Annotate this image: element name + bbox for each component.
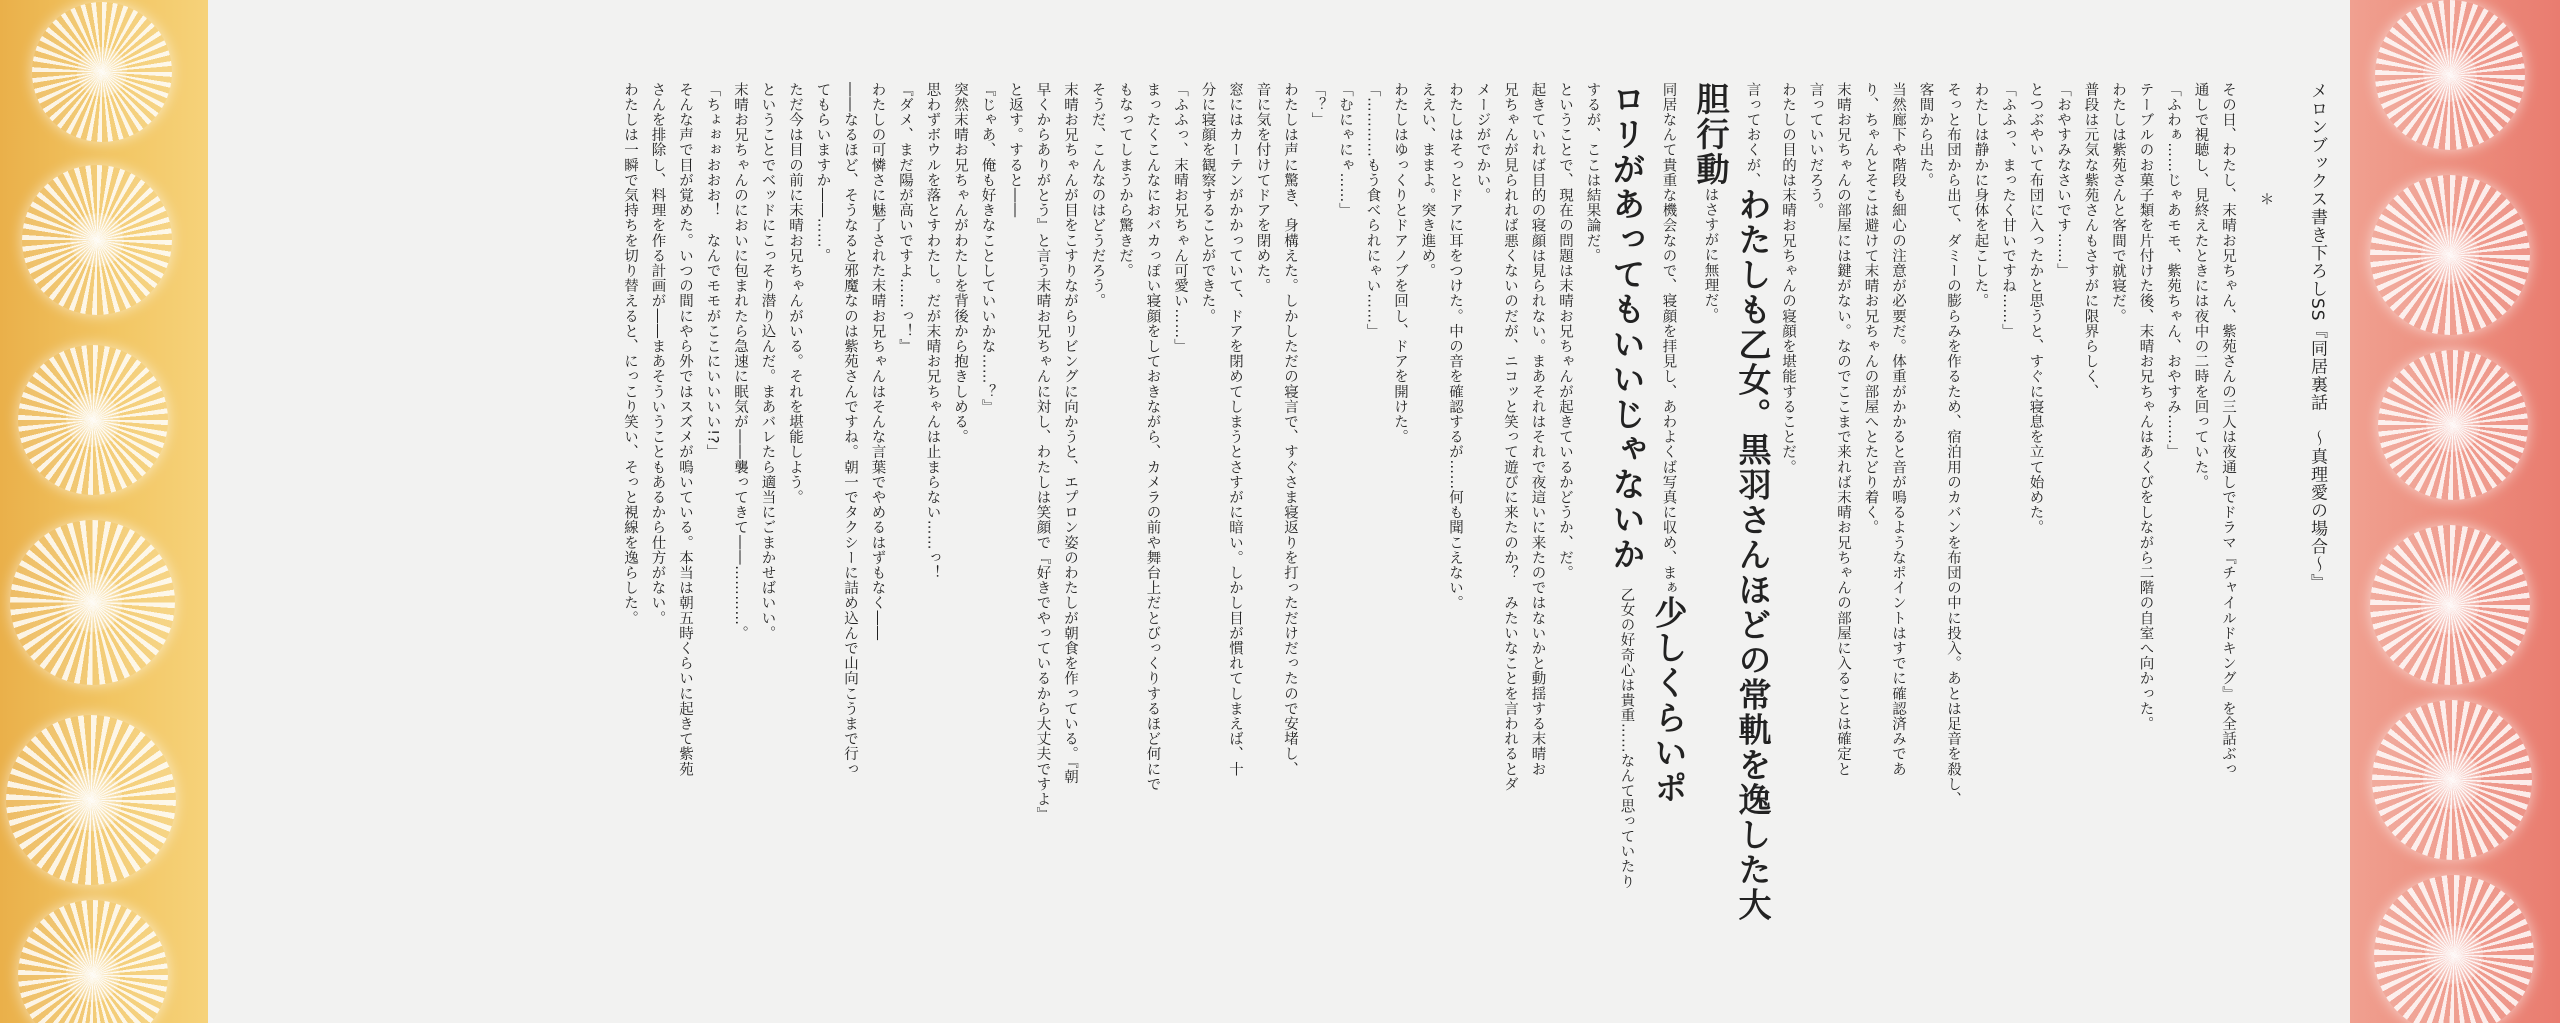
body-line: 「…………もう食べられにゃい……」 bbox=[1364, 82, 1381, 339]
emphasized-text: わたしも乙女。黒羽さんほどの常軌を逸した大 bbox=[1733, 187, 1773, 923]
body-line: わたしは声に驚き、身構えた。しかしただの寝言で、すぐさま寝返りを打っただけだったので安堵し、 bbox=[1282, 82, 1298, 777]
right-decorative-band bbox=[2350, 0, 2560, 1023]
body-line: 末晴お兄ちゃんの部屋には鍵がない。なのでここまで来れば末晴お兄ちゃんの部屋に入ることは確定と bbox=[1835, 82, 1851, 777]
story-title: メロンブックス書き下ろしSS『同居裏話 ～真理愛の場合～』 bbox=[2307, 82, 2327, 592]
body-line: わたしはそっとドアに耳をつけた。中の音を確認するが……何も聞こえない。 bbox=[1447, 82, 1463, 611]
body-line: 起きていれば目的の寝顔は見られない。まあそれはそれで夜這いに来たのではないかと動揺する末晴お bbox=[1529, 82, 1546, 777]
body-line: ――なるほど、そうなると邪魔なのは紫苑さんですね。朝一でタクシーに詰め込んで山向こうまで行っ bbox=[842, 82, 858, 777]
body-line: メージがでかい。 bbox=[1474, 82, 1491, 203]
body-line: 同居なんて貴重な機会なので、寝顔を拝見し、あわよくば写真に収め、まぁ少しくらいポ bbox=[1649, 82, 1689, 806]
flower-decoration bbox=[2370, 525, 2530, 685]
body-line: 当然廊下や階段も細心の注意が必要だ。体重がかかると音が鳴るようなポイントはすでに確認済みであ bbox=[1890, 82, 1906, 777]
body-line: ええい、ままよ。突き進め。 bbox=[1419, 82, 1436, 279]
body-line: り、ちゃんとそこは避けて末晴お兄ちゃんの部屋へとたどり着く。 bbox=[1862, 82, 1879, 535]
body-line: 『ダメ、まだ陽が高いですよ……っ！』 bbox=[897, 82, 913, 354]
body-line: わたしはゆっくりとドアノブを回し、ドアを開けた。 bbox=[1392, 82, 1408, 445]
body-line: ということでベッドにこっそり潜り込んだ。まあバレたら適当にごまかせばいい。 bbox=[759, 82, 776, 641]
flower-decoration bbox=[10, 520, 175, 685]
flower-decoration bbox=[2378, 350, 2528, 500]
body-line: テーブルのお菓子類を片付けた後、末晴お兄ちゃんはあくびをしながら二階の自室へ向かった。 bbox=[2137, 82, 2154, 732]
body-line: ロリがあってもいいじゃないか 乙女の好奇心は貴重……なんて思っていたり bbox=[1607, 82, 1647, 890]
flower-decoration bbox=[22, 165, 172, 315]
body-line: 普段は元気な紫苑さんもさすがに限界らしく、 bbox=[2082, 82, 2099, 400]
body-line: てもらいますか――……。 bbox=[814, 82, 831, 264]
body-line: 突然末晴お兄ちゃんがわたしを背後から抱きしめる。 bbox=[952, 82, 968, 445]
body-line: そっと布団から出て、ダミーの膨らみを作るため、宿泊用のカバンを布団の中に投入。あとは足音を殺し、 bbox=[1945, 82, 1961, 807]
body-line: 客間から出た。 bbox=[1917, 82, 1934, 188]
body-line: 言っていいだろう。 bbox=[1807, 82, 1824, 218]
flower-decoration bbox=[2375, 0, 2525, 150]
body-line: まったくこんなにおバカっぽい寝顔をしておきながら、カメラの前や舞台上だとびっくりするほど何にで bbox=[1144, 82, 1161, 792]
body-line: 「ふふっ、末晴お兄ちゃん可愛い……」 bbox=[1172, 82, 1188, 354]
flower-decoration bbox=[32, 2, 172, 142]
body-line: 思わずボウルを落とすわたし。だが末晴お兄ちゃんは止まらない……っ！ bbox=[924, 82, 941, 581]
body-line: わたしは紫苑さんと客間で就寝だ。 bbox=[2110, 82, 2126, 324]
page-sheet bbox=[208, 0, 2350, 1023]
emphasized-text: ロリがあってもいいじゃないか bbox=[1607, 82, 1647, 572]
body-line: 窓にはカーテンがかかっていて、ドアを閉めてしまうとさすがに暗い。しかし目が慣れてしまえば、十 bbox=[1227, 82, 1243, 777]
body-line: わたしの目的は末晴お兄ちゃんの寝顔を堪能することだ。 bbox=[1780, 82, 1796, 475]
body-line: そうだ、こんなのはどうだろう。 bbox=[1089, 82, 1106, 309]
flower-decoration bbox=[2372, 700, 2532, 860]
body-line: 早くからありがとう』と言う末晴お兄ちゃんに対し、わたしは笑顔で『好きでやっているから大丈夫ですよ』 bbox=[1034, 82, 1051, 822]
body-line: わたしは静かに身体を起こした。 bbox=[1972, 82, 1989, 309]
body-line: その日、わたし、末晴お兄ちゃん、紫苑さんの三人は夜通しでドラマ『チャイルドキング』を全話ぶっ bbox=[2220, 82, 2236, 777]
left-decorative-band bbox=[0, 0, 208, 1023]
body-line: 末晴お兄ちゃんのにおいに包まれたら急速に眠気が――襲ってきて――…………。 bbox=[732, 82, 748, 641]
emphasized-text: 胆行動 bbox=[1691, 82, 1731, 187]
emphasized-text: 少しくらいポ bbox=[1649, 595, 1689, 806]
body-line: 「むにゃにゃ……」 bbox=[1337, 82, 1353, 218]
body-line: 『じゃあ、俺も好きなことしていいかな……？』 bbox=[979, 82, 996, 415]
body-line: ただ今は目の前に末晴お兄ちゃんがいる。それを堪能しよう。 bbox=[787, 82, 803, 505]
flower-decoration bbox=[6, 715, 176, 885]
body-line: 兄ちゃんが見られれば悪くないのだが、ニコッと笑って遊びに来たのか？ みたいなことを言われるとダ bbox=[1502, 82, 1518, 792]
body-line: 「ちょぉぉおおお！ なんでモモがここにいいいい!?」 bbox=[704, 82, 721, 460]
body-line: さんを排除し、料理を作る計画が――まあそういうこともあるから仕方がない。 bbox=[649, 82, 666, 626]
body-line: わたしは一瞬で気持ちを切り替えると、にっこり笑い、そっと視線を逸らした。 bbox=[622, 82, 638, 626]
body-line: 音に気を付けてドアを閉めた。 bbox=[1254, 82, 1271, 294]
body-line: 通しで視聴し、見終えたときには夜中の二時を回っていた。 bbox=[2192, 82, 2209, 490]
body-line: 分に寝顔を観察することができた。 bbox=[1199, 82, 1216, 324]
vertical-text-body bbox=[616, 82, 2331, 962]
section-separator: ＊ bbox=[2257, 192, 2274, 208]
body-line: もなってしまうから驚きだ。 bbox=[1117, 82, 1133, 279]
body-line: 「ふふっ、まったく甘いですね……」 bbox=[2000, 82, 2016, 339]
body-line: するが、ここは結果論だ。 bbox=[1584, 82, 1601, 264]
body-line: 「おやすみなさいです……」 bbox=[2055, 82, 2071, 279]
body-line: 「ふわぁ……じゃあモモ、紫苑ちゃん、おやすみ……」 bbox=[2165, 82, 2181, 460]
body-line: そんな声で目が覚めた。いつの間にやら外ではスズメが鳴いている。本当は朝五時くらいに起きて紫苑 bbox=[677, 82, 693, 777]
flower-decoration bbox=[18, 345, 168, 495]
flower-decoration bbox=[2370, 175, 2530, 335]
flower-decoration bbox=[18, 900, 168, 1023]
body-line: 言っておくが、わたしも乙女。黒羽さんほどの常軌を逸した大 bbox=[1733, 82, 1773, 923]
body-line: 「？」 bbox=[1309, 82, 1326, 128]
body-line: わたしの可憐さに魅了された末晴お兄ちゃんはそんな言葉でやめるはずもなく―― bbox=[869, 82, 886, 641]
body-line: ということで、現在の問題は末晴お兄ちゃんが起きているかどうか、だ。 bbox=[1557, 82, 1573, 581]
body-line: と返す。すると―― bbox=[1007, 82, 1023, 218]
body-line: とつぶやいて布団に入ったかと思うと、すぐに寝息を立て始めた。 bbox=[2027, 82, 2044, 535]
body-line: 胆行動はさすがに無理だ。 bbox=[1691, 82, 1731, 323]
body-line: 末晴お兄ちゃんが目をこすりながらリビングに向かうと、エプロン姿のわたしが朝食を作っている。『朝 bbox=[1062, 82, 1078, 785]
flower-decoration bbox=[2374, 875, 2534, 1023]
